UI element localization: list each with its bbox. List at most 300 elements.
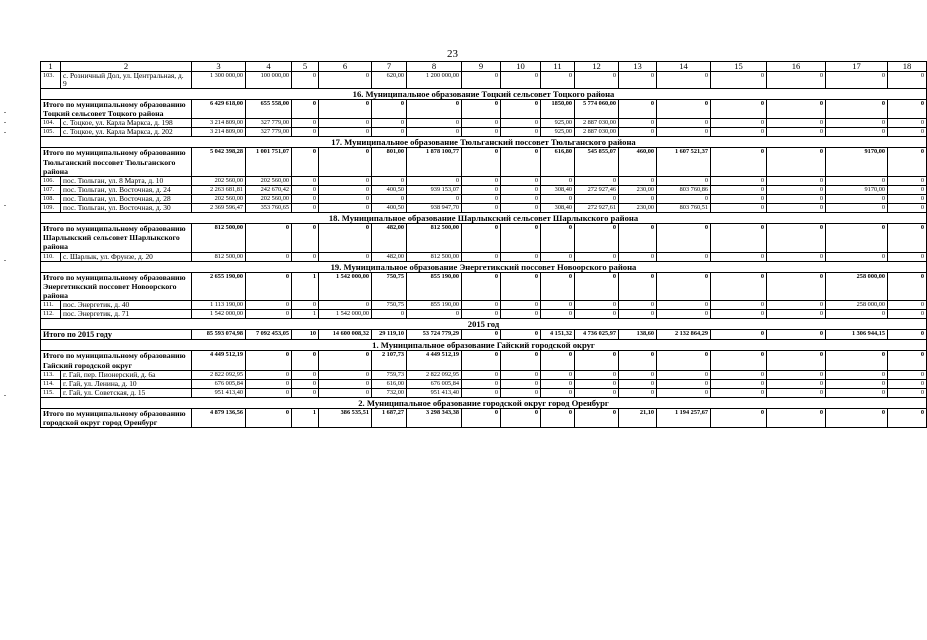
total-value-cell: 1 194 257,67 [657, 408, 711, 427]
total-value-cell: 138,60 [619, 330, 657, 340]
total-value-cell: 0 [292, 224, 319, 253]
total-value-cell: 6 429 618,00 [192, 100, 246, 119]
value-cell: 0 [888, 370, 927, 379]
total-value-cell: 0 [767, 330, 826, 340]
total-value-cell: 0 [888, 148, 927, 177]
value-cell: 0 [767, 195, 826, 204]
value-cell: 0 [657, 379, 711, 388]
row-number: 105. [41, 128, 61, 137]
value-cell: 0 [711, 252, 767, 261]
column-number-cell: 14 [657, 62, 711, 72]
value-cell: 0 [767, 119, 826, 128]
column-number-cell: 11 [541, 62, 575, 72]
value-cell: 0 [541, 252, 575, 261]
address-cell: пос. Тюльган, ул. 8 Марта, д. 10 [61, 177, 192, 186]
total-value-cell: 0 [501, 224, 541, 253]
value-cell: 616,00 [372, 379, 407, 388]
value-cell: 1 300 000,00 [192, 72, 246, 89]
total-label: Итого по муниципальному образованию Тюльганский поссовет Тюльганского района [41, 148, 192, 177]
value-cell: 0 [888, 195, 927, 204]
row-number: 104. [41, 119, 61, 128]
value-cell: 0 [501, 177, 541, 186]
value-cell: 0 [541, 195, 575, 204]
value-cell: 202 560,00 [246, 195, 292, 204]
value-cell: 0 [501, 195, 541, 204]
value-cell: 939 153,07 [407, 186, 462, 195]
section-header-row [41, 213, 927, 224]
table-row [41, 195, 927, 204]
value-cell: 308,40 [541, 186, 575, 195]
row-number: 113. [41, 370, 61, 379]
column-number-row [41, 62, 927, 72]
value-cell: 0 [462, 204, 501, 213]
total-value-cell: 0 [407, 100, 462, 119]
total-value-cell: 616,80 [541, 148, 575, 177]
total-value-cell: 1 001 751,07 [246, 148, 292, 177]
value-cell: 0 [826, 204, 888, 213]
total-value-cell: 0 [888, 330, 927, 340]
column-number-cell: 3 [192, 62, 246, 72]
value-cell: 0 [407, 128, 462, 137]
column-number-cell: 2 [61, 62, 192, 72]
value-cell: 0 [292, 388, 319, 397]
value-cell: 0 [501, 252, 541, 261]
value-cell: 0 [888, 301, 927, 310]
value-cell: 0 [657, 128, 711, 137]
row-number: 107. [41, 186, 61, 195]
value-cell: 676 005,84 [407, 379, 462, 388]
total-value-cell: 0 [501, 330, 541, 340]
total-label: Итого по муниципальному образованию Гайский городской округ [41, 351, 192, 370]
value-cell: 0 [619, 119, 657, 128]
value-cell: 242 670,42 [246, 186, 292, 195]
column-number-cell: 13 [619, 62, 657, 72]
value-cell: 0 [711, 388, 767, 397]
value-cell: 0 [246, 252, 292, 261]
total-value-cell: 0 [888, 272, 927, 301]
value-cell: 0 [767, 379, 826, 388]
total-value-cell: 386 535,51 [319, 408, 372, 427]
section-title: 19. Муниципальное образование Энергетикский поссовет Новоорского района [41, 261, 927, 272]
value-cell: 0 [711, 119, 767, 128]
total-value-cell: 0 [575, 408, 619, 427]
value-cell: 0 [246, 301, 292, 310]
margin-mark [4, 395, 6, 396]
total-value-cell: 53 724 779,29 [407, 330, 462, 340]
value-cell: 0 [462, 186, 501, 195]
row-number: 106. [41, 177, 61, 186]
row-number: 115. [41, 388, 61, 397]
value-cell: 0 [575, 177, 619, 186]
value-cell: 1 [292, 310, 319, 319]
value-cell: 0 [619, 301, 657, 310]
total-value-cell: 0 [246, 272, 292, 301]
column-number-cell: 9 [462, 62, 501, 72]
value-cell: 0 [319, 379, 372, 388]
value-cell: 925,00 [541, 128, 575, 137]
total-value-cell: 801,00 [372, 148, 407, 177]
value-cell: 0 [657, 310, 711, 319]
section-header-row [41, 261, 927, 272]
value-cell: 0 [292, 301, 319, 310]
value-cell: 0 [619, 72, 657, 89]
total-value-cell: 460,00 [619, 148, 657, 177]
total-value-cell: 0 [657, 100, 711, 119]
total-label: Итого по муниципальному образованию Шарлыкский сельсовет Шарлыкского района [41, 224, 192, 253]
value-cell: 0 [541, 177, 575, 186]
value-cell: 0 [826, 252, 888, 261]
value-cell: 0 [292, 379, 319, 388]
address-cell: с. Тоцкое, ул. Карла Маркса, д. 198 [61, 119, 192, 128]
value-cell: 202 560,00 [246, 177, 292, 186]
total-value-cell: 0 [501, 272, 541, 301]
value-cell: 620,00 [372, 72, 407, 89]
total-value-cell: 1 [292, 408, 319, 427]
address-cell: г. Гай, пер. Пионерский, д. 6а [61, 370, 192, 379]
value-cell: 272 927,46 [575, 186, 619, 195]
row-number: 109. [41, 204, 61, 213]
total-value-cell: 0 [826, 100, 888, 119]
value-cell: 0 [501, 72, 541, 89]
total-value-cell: 14 600 008,32 [319, 330, 372, 340]
total-value-cell: 0 [319, 148, 372, 177]
address-cell: пос. Энергетик, д. 40 [61, 301, 192, 310]
value-cell: 230,00 [619, 186, 657, 195]
total-value-cell: 0 [246, 408, 292, 427]
value-cell: 2 263 681,81 [192, 186, 246, 195]
value-cell: 2 887 030,00 [575, 128, 619, 137]
value-cell: 3 214 809,00 [192, 128, 246, 137]
value-cell: 0 [319, 72, 372, 89]
value-cell: 2 822 092,95 [192, 370, 246, 379]
value-cell: 0 [462, 388, 501, 397]
value-cell: 327 779,00 [246, 119, 292, 128]
total-value-cell: 0 [575, 272, 619, 301]
value-cell: 0 [541, 72, 575, 89]
value-cell: 0 [888, 72, 927, 89]
total-value-cell: 9170,00 [826, 148, 888, 177]
value-cell: 732,00 [372, 388, 407, 397]
value-cell: 0 [711, 72, 767, 89]
value-cell: 0 [767, 204, 826, 213]
section-title: 2. Муниципальное образование городской округ город Оренбург [41, 397, 927, 408]
total-value-cell: 0 [619, 351, 657, 370]
value-cell: 0 [501, 370, 541, 379]
value-cell: 0 [888, 388, 927, 397]
value-cell: 2 369 596,47 [192, 204, 246, 213]
value-cell: 0 [462, 119, 501, 128]
value-cell: 0 [767, 388, 826, 397]
total-value-cell: 0 [575, 224, 619, 253]
table-row [41, 301, 927, 310]
value-cell: 0 [767, 186, 826, 195]
subtotal-row [41, 148, 927, 177]
total-value-cell: 0 [619, 100, 657, 119]
value-cell: 0 [711, 301, 767, 310]
total-value-cell: 1 607 521,37 [657, 148, 711, 177]
total-value-cell: 21,10 [619, 408, 657, 427]
total-label: Итого по муниципальному образованию Энергетикский поссовет Новоорского района [41, 272, 192, 301]
value-cell: 0 [767, 128, 826, 137]
value-cell: 202 560,00 [192, 195, 246, 204]
total-value-cell: 4 879 136,56 [192, 408, 246, 427]
value-cell: 0 [372, 195, 407, 204]
total-value-cell: 1 [292, 272, 319, 301]
address-cell: с. Шарлык, ул. Фрунзе, д. 20 [61, 252, 192, 261]
total-value-cell: 812 500,00 [192, 224, 246, 253]
column-number-cell: 17 [826, 62, 888, 72]
value-cell: 0 [462, 177, 501, 186]
total-value-cell: 0 [888, 351, 927, 370]
value-cell: 0 [575, 310, 619, 319]
total-label: Итого по муниципальному образованию Тоцкий сельсовет Тоцкого района [41, 100, 192, 119]
value-cell: 0 [246, 370, 292, 379]
total-value-cell: 0 [711, 408, 767, 427]
value-cell: 0 [501, 310, 541, 319]
value-cell: 308,40 [541, 204, 575, 213]
section-title: 16. Муниципальное образование Тоцкий сельсовет Тоцкого района [41, 89, 927, 100]
value-cell: 0 [541, 388, 575, 397]
table-row [41, 310, 927, 319]
column-number-cell: 16 [767, 62, 826, 72]
value-cell: 353 760,65 [246, 204, 292, 213]
margin-mark [4, 132, 6, 133]
value-cell: 202 560,00 [192, 177, 246, 186]
value-cell: 0 [501, 119, 541, 128]
address-cell: г. Гай, ул. Советская, д. 15 [61, 388, 192, 397]
value-cell: 0 [619, 252, 657, 261]
total-value-cell: 258 000,00 [826, 272, 888, 301]
total-value-cell: 4 151,32 [541, 330, 575, 340]
value-cell: 0 [292, 128, 319, 137]
value-cell: 0 [575, 252, 619, 261]
column-number-cell: 18 [888, 62, 927, 72]
total-value-cell: 4 449 512,19 [407, 351, 462, 370]
address-cell: пос. Тюльган, ул. Восточная, д. 30 [61, 204, 192, 213]
value-cell: 400,50 [372, 204, 407, 213]
table-row [41, 204, 927, 213]
value-cell: 0 [575, 370, 619, 379]
value-cell: 0 [462, 310, 501, 319]
value-cell: 0 [767, 252, 826, 261]
value-cell: 0 [711, 128, 767, 137]
total-value-cell: 0 [319, 224, 372, 253]
value-cell: 0 [372, 177, 407, 186]
value-cell: 0 [826, 119, 888, 128]
total-value-cell: 855 190,00 [407, 272, 462, 301]
value-cell: 0 [657, 388, 711, 397]
section-title: 17. Муниципальное образование Тюльганский поссовет Тюльганского района [41, 137, 927, 148]
value-cell: 0 [575, 388, 619, 397]
total-label: Итого по 2015 году [41, 330, 192, 340]
value-cell: 925,00 [541, 119, 575, 128]
value-cell: 0 [619, 388, 657, 397]
section-header-row [41, 137, 927, 148]
value-cell: 803 760,51 [657, 204, 711, 213]
value-cell: 1 113 190,00 [192, 301, 246, 310]
column-number-cell: 6 [319, 62, 372, 72]
address-cell: с. Розничный Дол, ул. Центральная, д. 9 [61, 72, 192, 89]
total-value-cell: 4 736 025,97 [575, 330, 619, 340]
value-cell: 3 214 809,00 [192, 119, 246, 128]
value-cell: 0 [767, 370, 826, 379]
value-cell: 0 [888, 177, 927, 186]
section-title: 1. Муниципальное образование Гайский городской округ [41, 340, 927, 351]
value-cell: 0 [826, 177, 888, 186]
address-cell: пос. Тюльган, ул. Восточная, д. 28 [61, 195, 192, 204]
value-cell: 938 947,70 [407, 204, 462, 213]
value-cell: 0 [319, 119, 372, 128]
value-cell: 0 [246, 310, 292, 319]
column-number-cell: 12 [575, 62, 619, 72]
value-cell: 0 [575, 379, 619, 388]
value-cell: 0 [619, 177, 657, 186]
value-cell: 230,00 [619, 204, 657, 213]
table-row [41, 388, 927, 397]
value-cell: 0 [826, 388, 888, 397]
value-cell: 0 [501, 186, 541, 195]
value-cell: 0 [292, 204, 319, 213]
value-cell: 676 005,84 [192, 379, 246, 388]
value-cell: 0 [575, 301, 619, 310]
total-value-cell: 0 [319, 100, 372, 119]
section-header-row [41, 397, 927, 408]
total-value-cell: 0 [888, 408, 927, 427]
value-cell: 855 190,00 [407, 301, 462, 310]
total-value-cell: 0 [462, 330, 501, 340]
total-value-cell: 0 [711, 148, 767, 177]
value-cell: 0 [246, 388, 292, 397]
address-cell: г. Гай, ул. Ленина, д. 10 [61, 379, 192, 388]
section-title: 18. Муниципальное образование Шарлыкский сельсовет Шарлыкского района [41, 213, 927, 224]
total-value-cell: 0 [711, 272, 767, 301]
total-value-cell: 0 [826, 408, 888, 427]
value-cell: 272 927,61 [575, 204, 619, 213]
value-cell: 0 [711, 370, 767, 379]
value-cell: 0 [657, 195, 711, 204]
total-value-cell: 482,00 [372, 224, 407, 253]
total-value-cell: 0 [619, 224, 657, 253]
value-cell: 0 [657, 177, 711, 186]
value-cell: 0 [292, 177, 319, 186]
total-value-cell: 2 107,73 [372, 351, 407, 370]
page-number: 23 [447, 48, 458, 60]
value-cell: 0 [711, 186, 767, 195]
value-cell: 0 [826, 195, 888, 204]
row-number: 110. [41, 252, 61, 261]
column-number-cell: 4 [246, 62, 292, 72]
value-cell: 258 000,00 [826, 301, 888, 310]
value-cell: 0 [462, 301, 501, 310]
value-cell: 0 [292, 195, 319, 204]
section-title: 2015 год [41, 319, 927, 330]
value-cell: 0 [319, 370, 372, 379]
total-value-cell: 0 [767, 148, 826, 177]
margin-mark [4, 122, 6, 123]
address-cell: пос. Энергетик, д. 71 [61, 310, 192, 319]
table-body [41, 62, 927, 428]
value-cell: 0 [541, 370, 575, 379]
total-value-cell: 1 878 100,77 [407, 148, 462, 177]
row-number: 114. [41, 379, 61, 388]
total-value-cell: 0 [462, 351, 501, 370]
value-cell: 400,50 [372, 186, 407, 195]
value-cell: 0 [826, 370, 888, 379]
value-cell: 0 [711, 177, 767, 186]
value-cell: 0 [711, 195, 767, 204]
address-cell: пос. Тюльган, ул. Восточная, д. 24 [61, 186, 192, 195]
total-value-cell: 0 [246, 351, 292, 370]
total-value-cell: 0 [619, 272, 657, 301]
value-cell: 0 [619, 195, 657, 204]
value-cell: 0 [407, 119, 462, 128]
value-cell: 0 [888, 252, 927, 261]
value-cell: 0 [619, 310, 657, 319]
value-cell: 0 [462, 370, 501, 379]
value-cell: 0 [292, 119, 319, 128]
total-value-cell: 0 [462, 100, 501, 119]
total-value-cell: 0 [767, 272, 826, 301]
value-cell: 0 [711, 310, 767, 319]
value-cell: 1 542 000,00 [192, 310, 246, 319]
value-cell: 759,73 [372, 370, 407, 379]
value-cell: 0 [292, 370, 319, 379]
value-cell: 2 887 030,00 [575, 119, 619, 128]
value-cell: 0 [888, 119, 927, 128]
column-number-cell: 15 [711, 62, 767, 72]
value-cell: 0 [246, 379, 292, 388]
value-cell: 0 [407, 177, 462, 186]
total-value-cell: 1 687,27 [372, 408, 407, 427]
value-cell: 327 779,00 [246, 128, 292, 137]
total-value-cell: 0 [711, 351, 767, 370]
value-cell: 0 [826, 128, 888, 137]
value-cell: 0 [619, 379, 657, 388]
value-cell: 1 542 000,00 [319, 310, 372, 319]
grand-total-row [41, 330, 927, 340]
table-container [40, 61, 924, 428]
value-cell: 0 [501, 301, 541, 310]
total-value-cell: 0 [462, 408, 501, 427]
total-value-cell: 0 [541, 351, 575, 370]
value-cell: 0 [888, 128, 927, 137]
value-cell: 0 [541, 379, 575, 388]
total-value-cell: 0 [711, 330, 767, 340]
value-cell: 0 [501, 128, 541, 137]
subtotal-row [41, 224, 927, 253]
total-value-cell: 0 [767, 351, 826, 370]
total-value-cell: 0 [888, 224, 927, 253]
value-cell: 0 [826, 379, 888, 388]
table-row [41, 252, 927, 261]
total-value-cell: 3 298 343,38 [407, 408, 462, 427]
total-value-cell: 0 [246, 224, 292, 253]
value-cell: 0 [462, 379, 501, 388]
value-cell: 0 [319, 177, 372, 186]
value-cell: 0 [826, 72, 888, 89]
total-value-cell: 0 [711, 100, 767, 119]
table-row [41, 186, 927, 195]
total-value-cell: 0 [541, 224, 575, 253]
value-cell: 0 [407, 310, 462, 319]
value-cell: 0 [372, 128, 407, 137]
margin-mark [4, 112, 6, 113]
total-value-cell: 0 [292, 351, 319, 370]
subtotal-row [41, 351, 927, 370]
value-cell: 0 [711, 379, 767, 388]
subtotal-row [41, 272, 927, 301]
value-cell: 0 [541, 310, 575, 319]
